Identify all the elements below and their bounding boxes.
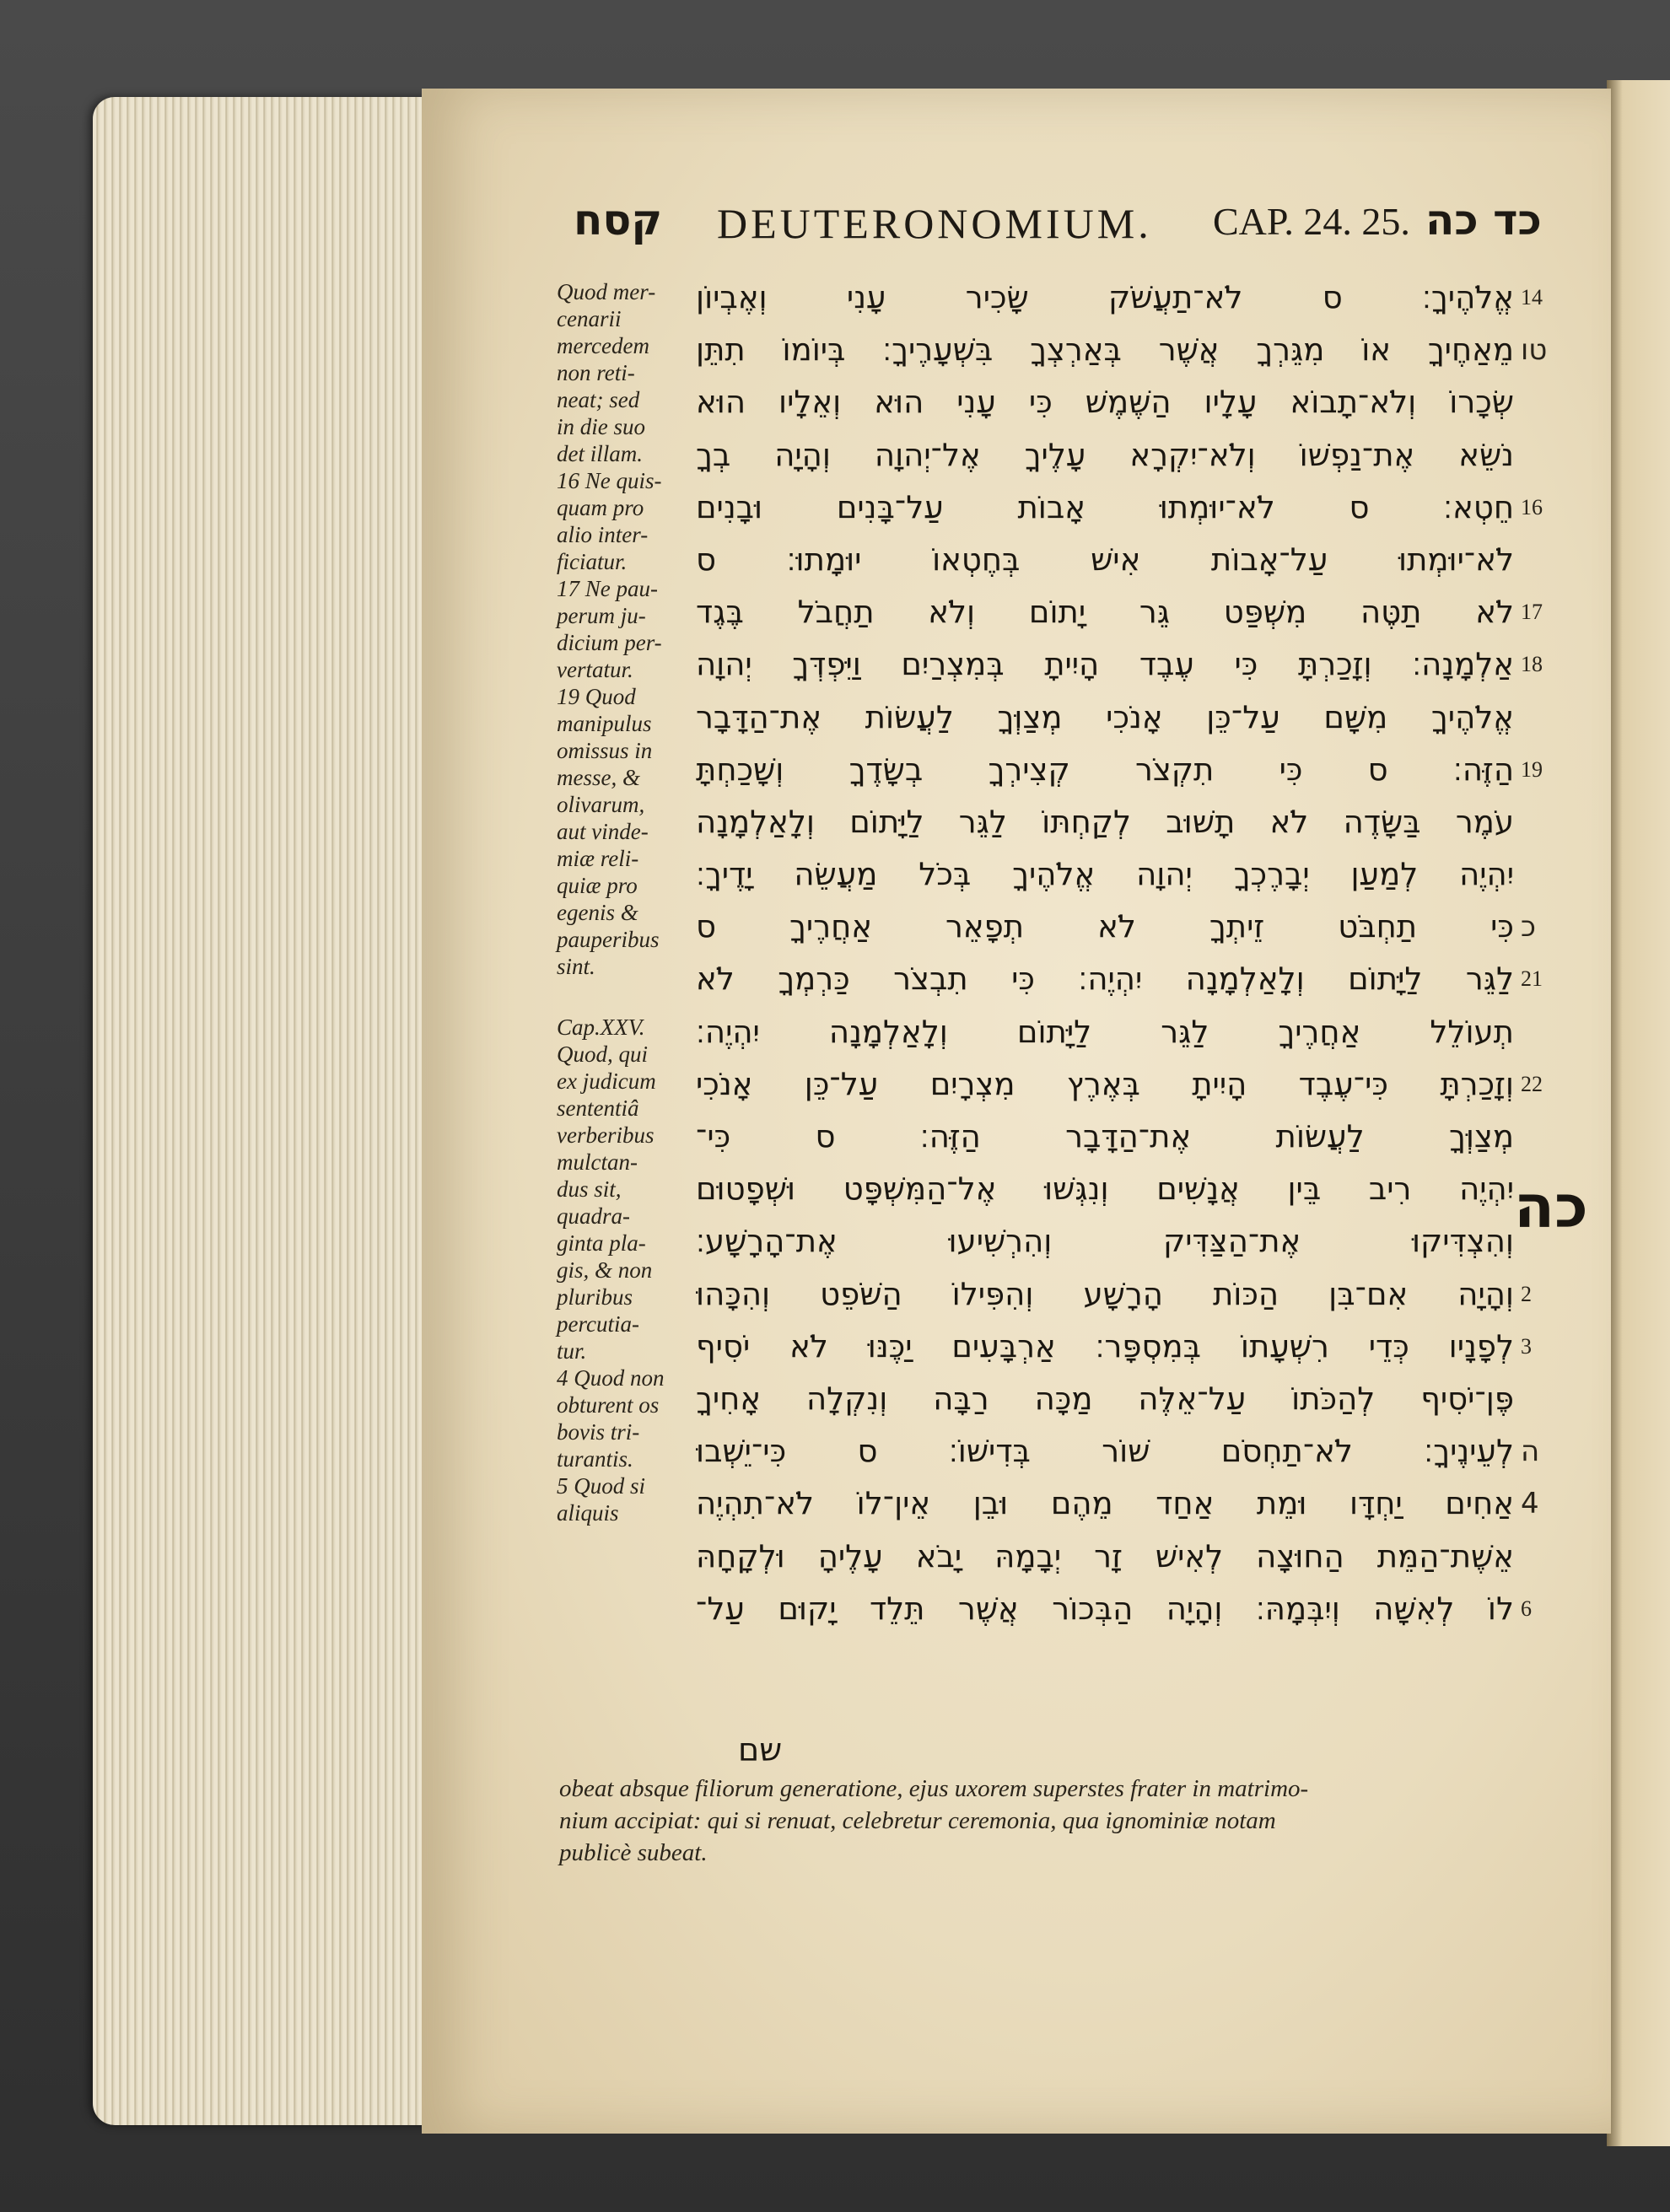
margin-note-line: pluribus xyxy=(557,1284,633,1310)
verse-number xyxy=(1514,848,1565,901)
hebrew-text-line: שְׂכָרוֹ וְלֹא־תָבוֹא עָלָיו הַשֶּׁמֶשׁ כִּי עָנִי הוּא וְאֵלָיו הוּא xyxy=(696,384,1514,421)
margin-note-line: manipulus xyxy=(557,711,652,736)
hebrew-text-line: פֶּן־יֹסִיף לְהַכֹּתוֹ עַל־אֵלֶּה מַכָּה רַבָּה וְנִקְלָה אָחִיךָ xyxy=(696,1380,1514,1417)
margin-note-line: aliquis xyxy=(557,1500,619,1526)
verse-number xyxy=(1514,1111,1565,1163)
margin-note-line: mercedem xyxy=(557,333,649,358)
margin-note-line: Quod mer- xyxy=(557,279,656,304)
verse-number: 6 xyxy=(1521,1596,1532,1621)
margin-note-line: 4 Quod non xyxy=(557,1365,665,1391)
hebrew-text-line: וְזָכַרְתָּ כִּי־עֶבֶד הָיִיתָ בְּאֶרֶץ מִצְרָיִם עַל־כֵּן אָנֹכִי xyxy=(696,1065,1514,1102)
margin-note-line: bovis tri- xyxy=(557,1419,640,1445)
hebrew-text-line: עֹמֶר בַּשָּׂדֶה לֹא תָשׁוּב לְקַחְתּוֹ לַגֵּר לַיָּתוֹם וְלָאַלְמָנָה xyxy=(696,803,1514,840)
verse-number xyxy=(1514,1373,1565,1425)
verse-number: ה 4 xyxy=(1521,1434,1540,1521)
verse-number xyxy=(1514,1006,1565,1058)
margin-note-line: ex judicum xyxy=(557,1068,656,1094)
margin-note-line: verberibus xyxy=(557,1122,655,1148)
verse-number: 2 xyxy=(1521,1281,1532,1306)
hebrew-text-line: יִהְיֶה לְמַעַן יְבָרֶכְךָ יְהוָה אֱלֹהֶיךָ בְּכֹל מַעֲשֵׂה יָדֶיךָ׃ xyxy=(696,856,1514,893)
verse-number: 17 xyxy=(1521,600,1543,625)
margin-note-line: obturent os xyxy=(557,1392,660,1418)
hebrew-text-line: אַחִים יַחְדָּו וּמֵת אַחַד מֵהֶם וּבֵן אֵין־לוֹ לֹא־תִהְיֶה xyxy=(696,1485,1514,1522)
verse-number: כ xyxy=(1521,910,1536,945)
margin-note-line: in die suo xyxy=(557,414,645,439)
verse-number: 21 xyxy=(1521,966,1543,992)
margin-note-line: Cap.XXV. xyxy=(557,1015,645,1040)
hebrew-text-line: לוֹ לְאִשָּׁה וְיִבְּמָהּ׃ וְהָיָה הַבְּכוֹר אֲשֶׁר תֵּלֵד יָקוּם עַל־ xyxy=(696,1590,1514,1627)
verse-number: 19 xyxy=(1521,756,1543,782)
margin-note-line: messe, & xyxy=(557,765,640,790)
margin-note-line: alio inter- xyxy=(557,522,649,547)
hebrew-text-line: מֵאַחֶיךָ אוֹ מִגֵּרְךָ אֲשֶׁר בְּאַרְצְךָ בִּשְׁעָרֶיךָ׃ בְּיוֹמוֹ תִתֵּן xyxy=(696,331,1514,369)
chapter-reference: CAP. 24. 25. xyxy=(1213,200,1410,243)
verse-number xyxy=(1514,692,1565,744)
hebrew-text-line: לֹא תַטֶּה מִשְׁפַּט גֵּר יָתוֹם וְלֹא תַחֲבֹל בֶּגֶד xyxy=(696,594,1514,631)
hebrew-text-line: וְהָיָה אִם־בִּן הַכּוֹת הָרָשָׁע וְהִפִּילוֹ הַשֹּׁפֵט וְהִכָּהוּ xyxy=(696,1275,1514,1312)
margin-note-line: sint. xyxy=(557,954,595,979)
margin-note-line: 5 Quod si xyxy=(557,1473,646,1499)
verse-number: 16 xyxy=(1521,494,1543,519)
hebrew-text-line: תְעוֹלֵל אַחֲרֶיךָ לַגֵּר לַיָּתוֹם וְלָאַלְמָנָה יִהְיֶה׃ xyxy=(696,1013,1514,1050)
hebrew-text-block xyxy=(696,272,1514,1635)
margin-note-line: det illam. xyxy=(557,441,643,466)
hebrew-text-line: אֵשֶׁת־הַמֵּת הַחוּצָה לְאִישׁ זָר יְבָמָהּ יָבֹא עָלֶיהָ וּלְקָחָהּ xyxy=(696,1537,1514,1574)
hebrew-text-line: הַזֶּה׃ ס כִּי תִקְצֹר קְצִירְךָ בְשָׂדֶךָ וְשָׁכַחְתָּ xyxy=(696,751,1514,788)
hebrew-text-line: נֹשֵׂא אֶת־נַפְשׁוֹ וְלֹא־יִקְרָא עָלֶיךָ אֶל־יְהוָה וְהָיָה בְךָ xyxy=(696,436,1514,473)
margin-note-line: dus sit, xyxy=(557,1176,622,1202)
margin-note-line: ficiatur. xyxy=(557,549,628,574)
margin-note-line: tur. xyxy=(557,1338,587,1364)
margin-note-line: cenarii xyxy=(557,306,622,331)
margin-note-line: sententiâ xyxy=(557,1095,639,1121)
margin-note-line: miæ reli- xyxy=(557,846,639,871)
hebrew-text-line: חֵטְא׃ ס לֹא־יוּמְתוּ אָבוֹת עַל־בָּנִים וּבָנִים xyxy=(696,488,1514,525)
margin-note-line: aut vinde- xyxy=(557,819,649,844)
margin-note-line: 19 Quod xyxy=(557,684,636,709)
hebrew-text-line: אֱלֹהֶיךָ מִשָּׁם עַל־כֵּן אָנֹכִי מְצַוְּךָ לַעֲשׂוֹת אֶת־הַדָּבָר xyxy=(696,698,1514,735)
verse-number: 18 xyxy=(1521,652,1543,677)
footnote-line: obeat absque filiorum generatione, ejus uxorem superstes frater in matrimo- xyxy=(559,1775,1309,1802)
verse-number xyxy=(1514,376,1565,428)
verse-number xyxy=(1514,1531,1565,1583)
verse-number: טו xyxy=(1521,333,1548,368)
verse-number-column xyxy=(1514,272,1565,1635)
hebrew-text-line: לְעֵינֶיךָ׃ לֹא־תַחְסֹם שׁוֹר בְּדִישׁוֹ׃ ס כִּי־יֵשְׁבוּ xyxy=(696,1433,1514,1470)
margin-note-line: quiæ pro xyxy=(557,873,638,898)
hebrew-text-line: מְצַוְּךָ לַעֲשׂוֹת אֶת־הַדָּבָר הַזֶּה׃ ס כִּי־ xyxy=(696,1118,1514,1154)
margin-note-line: quadra- xyxy=(557,1203,630,1229)
margin-note-line: dicium per- xyxy=(557,630,662,655)
margin-note-line: 16 Ne quis- xyxy=(557,468,662,493)
margin-note-line: olivarum, xyxy=(557,792,645,817)
margin-note-line: neat; sed xyxy=(557,387,640,412)
margin-note-line: mulctan- xyxy=(557,1149,638,1175)
verse-number: 3 xyxy=(1521,1333,1532,1359)
margin-note-line: turantis. xyxy=(557,1446,633,1472)
latin-footnote xyxy=(559,1773,1504,1869)
margin-note-line: perum ju- xyxy=(557,603,646,628)
hebrew-text-line: כִּי תַחְבֹּט זֵיתְךָ לֹא תְפָאֵר אַחֲרֶיךָ ס xyxy=(696,908,1514,945)
running-head xyxy=(574,196,1552,263)
margin-note-line: vertatur. xyxy=(557,657,633,682)
verse-number xyxy=(1514,534,1565,586)
book-page-edges xyxy=(93,97,447,2125)
folio-hebrew: קסח xyxy=(574,196,663,245)
hebrew-text-line: לַגֵּר לַיָּתוֹם וְלָאַלְמָנָה יִהְיֶה׃ כִּי תִבְצֹר כַּרְמְךָ לֹא xyxy=(696,961,1514,998)
hebrew-text-line: לְפָנָיו כְּדֵי רִשְׁעָתוֹ בְּמִסְפָּר׃ אַרְבָּעִים יַכֶּנּוּ לֹא יֹסִיף xyxy=(696,1327,1514,1364)
margin-note-line: 17 Ne pau- xyxy=(557,576,658,601)
margin-note-line: ginta pla- xyxy=(557,1230,646,1256)
margin-notes xyxy=(557,278,692,1526)
footnote-line: nium accipiat: qui si renuat, celebretur ceremonia, qua ignominiæ notam xyxy=(559,1807,1276,1834)
margin-note-line: percutia- xyxy=(557,1311,639,1337)
hebrew-text-line: לֹא־יוּמְתוּ עַל־אָבוֹת אִישׁ בְּחֶטְאוֹ יוּמָתוּ׃ ס xyxy=(696,541,1514,578)
hebrew-text-line: אַלְמָנָה׃ וְזָכַרְתָּ כִּי עֶבֶד הָיִיתָ בְּמִצְרַיִם וַיִּפְדְּךָ יְהוָה xyxy=(696,646,1514,683)
book-title: DEUTERONOMIUM. xyxy=(717,200,1152,247)
verse-number xyxy=(1514,429,1565,482)
hebrew-text-line: וְהִצְדִּיקוּ אֶת־הַצַּדִּיק וְהִרְשִׁיעוּ אֶת־הָרָשָׁע׃ xyxy=(696,1223,1514,1260)
margin-note-line: egenis & xyxy=(557,900,638,925)
hebrew-text-line: יִהְיֶה רִיב בֵּין אֲנָשִׁים וְנִגְּשׁוּ אֶל־הַמִּשְׁפָּט וּשְׁפָטוּם xyxy=(696,1171,1514,1208)
verse-number: 22 xyxy=(1521,1071,1543,1096)
footnote-line: publicè subeat. xyxy=(559,1839,708,1866)
margin-note-line: omissus in xyxy=(557,738,653,763)
chapter-25-mark: כה xyxy=(1514,1172,1588,1241)
hebrew-text-line: אֱלֹהֶיךָ׃ ס לֹא־תַעֲשֹׁק שָׂכִיר עָנִי וְאֶבְיוֹן xyxy=(696,279,1514,315)
catchword: שם xyxy=(738,1731,783,1768)
verse-number xyxy=(1514,796,1565,848)
verse-number: 14 xyxy=(1521,285,1543,309)
facing-page-edge xyxy=(1607,80,1670,2146)
chapter-hebrew: כד כה xyxy=(1425,196,1542,245)
margin-note-line: Quod, qui xyxy=(557,1041,648,1067)
margin-note-line: pauperibus xyxy=(557,927,660,952)
margin-note-line: gis, & non xyxy=(557,1257,653,1283)
margin-note-line: non reti- xyxy=(557,360,635,385)
margin-note-line: quam pro xyxy=(557,495,644,520)
